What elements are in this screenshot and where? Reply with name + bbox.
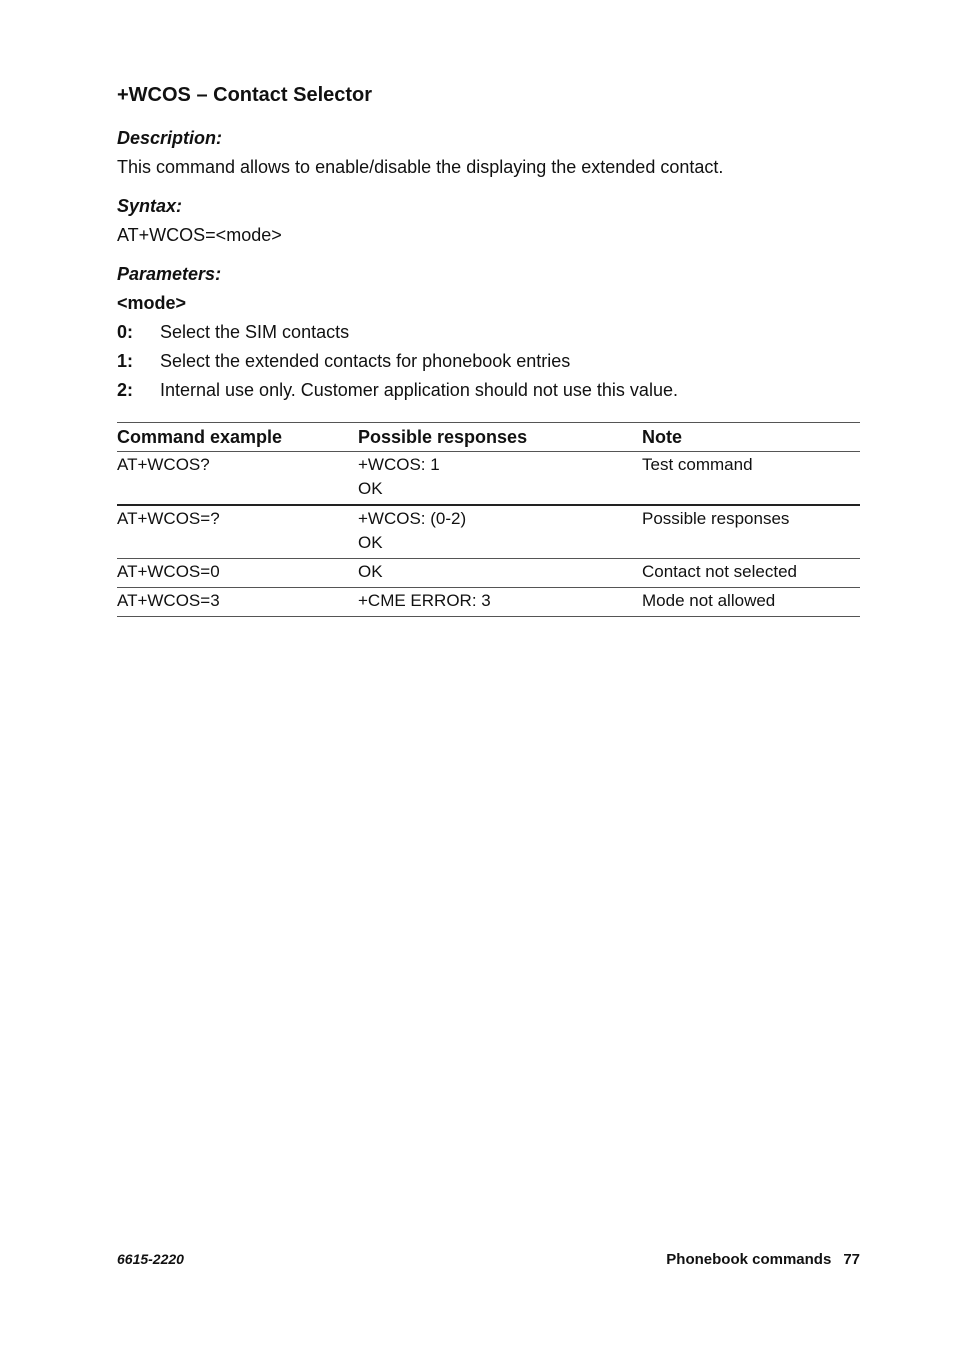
footer-page-number: 77 <box>843 1251 860 1268</box>
parameters-label: Parameters: <box>117 264 222 284</box>
response-cell: +CME ERROR: 3 <box>358 588 642 617</box>
table-row <box>117 588 860 617</box>
option-text: Select the extended contacts for phonebook entries <box>160 351 571 371</box>
command-cell: AT+WCOS=? <box>117 505 358 559</box>
description-label: Description: <box>117 128 223 148</box>
footer-page-info <box>666 1251 860 1268</box>
command-cell: AT+WCOS=3 <box>117 588 358 617</box>
note-cell: Test command <box>642 452 860 506</box>
response-cell <box>358 505 642 559</box>
syntax-label: Syntax: <box>117 196 183 216</box>
table-row <box>117 505 860 559</box>
option-key: 2: <box>117 380 134 400</box>
note-cell: Contact not selected <box>642 559 860 588</box>
table-row <box>117 559 860 588</box>
command-cell: AT+WCOS? <box>117 452 358 506</box>
header-note: Note <box>642 423 860 452</box>
response-cell <box>358 452 642 506</box>
option-text: Select the SIM contacts <box>160 322 350 342</box>
note-cell: Mode not allowed <box>642 588 860 617</box>
footer-section-name: Phonebook commands <box>666 1251 832 1268</box>
response-line: OK <box>358 479 383 498</box>
response-line: +WCOS: (0-2) <box>358 509 467 528</box>
header-possible-responses: Possible responses <box>358 423 642 452</box>
option-key: 1: <box>117 351 134 371</box>
response-line: OK <box>358 533 383 552</box>
footer-doc-number: 6615-2220 <box>117 1251 184 1267</box>
response-cell: OK <box>358 559 642 588</box>
description-text: This command allows to enable/disable the displaying the extended contact. <box>117 157 724 177</box>
header-command-example: Command example <box>117 423 358 452</box>
parameter-name: <mode> <box>117 293 187 313</box>
syntax-text: AT+WCOS=<mode> <box>117 225 282 245</box>
table-row <box>117 452 860 506</box>
option-text: Internal use only. Customer application should not use this value. <box>160 380 678 400</box>
command-example-table <box>117 422 860 617</box>
table-header-row <box>117 423 860 452</box>
command-cell: AT+WCOS=0 <box>117 559 358 588</box>
section-title: +WCOS – Contact Selector <box>117 84 373 106</box>
response-line: +WCOS: 1 <box>358 455 440 474</box>
document-page <box>117 0 860 1350</box>
note-cell: Possible responses <box>642 505 860 559</box>
option-key: 0: <box>117 322 134 342</box>
